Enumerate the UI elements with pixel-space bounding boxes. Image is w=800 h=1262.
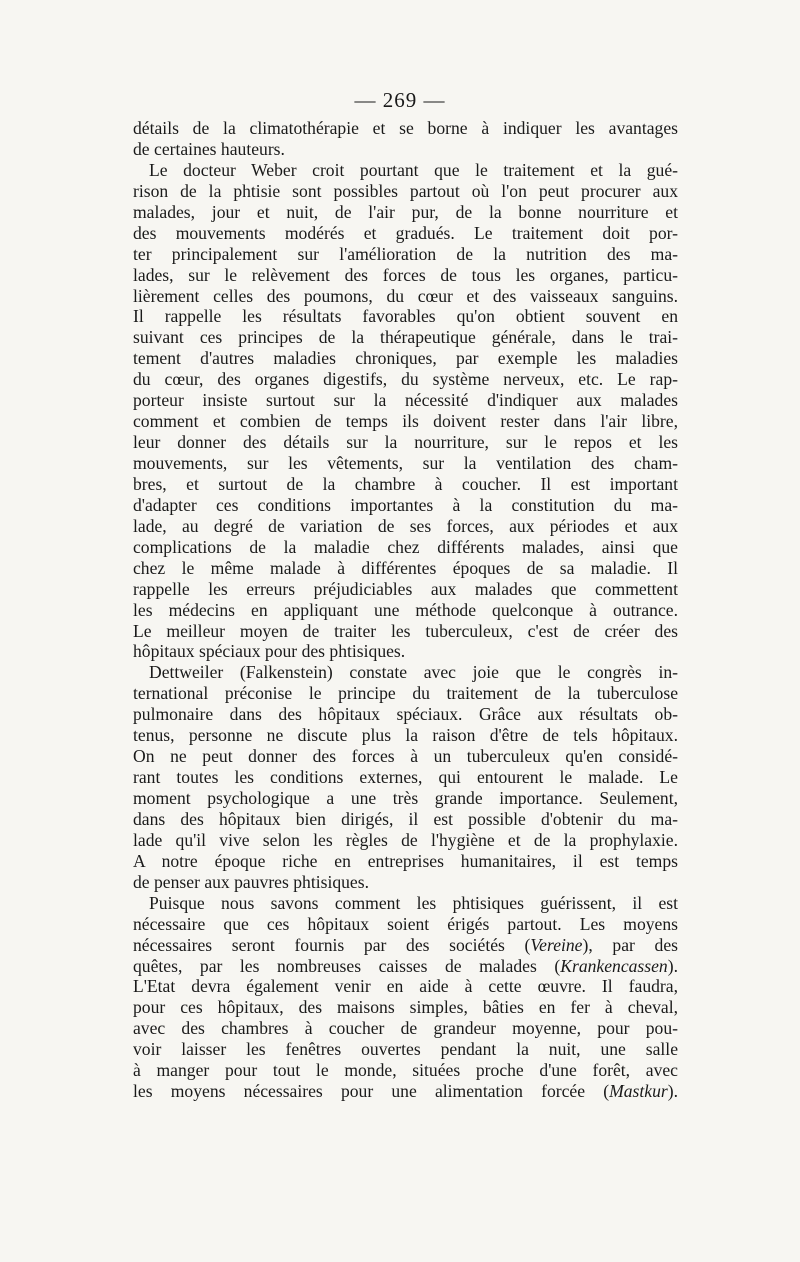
text-line: malades, jour et nuit, de l'air pur, de la bonne nourriture et [133,201,678,222]
text-line: lade qu'il vive selon les règles de l'hygiène et de la prophylaxie. [133,829,678,850]
italic-term: Krankencassen [560,955,668,976]
text-line: à manger pour tout le monde, situées proche d'une forêt, avec [133,1060,678,1081]
page-number: — 269 — [354,88,446,112]
text-line: Le meilleur moyen de traiter les tuberculeux, c'est de créer des [133,620,678,641]
text-line: On ne peut donner des forces à un tuberculeux qu'en considé- [133,746,678,767]
text-line: rison de la phtisie sont possibles partout où l'on peut procurer aux [133,180,678,201]
text-line: tenus, personne ne discute plus la raison d'être de tels hôpitaux. [133,725,678,746]
text-line: Il rappelle les résultats favorables qu'on obtient souvent en [133,306,678,327]
text-line: mouvements, sur les vêtements, sur la ventilation des cham- [133,453,678,473]
italic-term: Vereine [530,934,583,955]
text-line: voir laisser les fenêtres ouvertes pendant la nuit, une salle [133,1039,678,1060]
text-line: détails de la climatothérapie et se borne à indiquer les avantages [133,118,678,138]
text-line: quêtes, par les nombreuses caisses de malades (Krankencassen). [133,955,678,976]
text-line: hôpitaux spéciaux pour des phtisiques. [133,641,406,662]
text-line: avec des chambres à coucher de grandeur moyenne, pour pou- [133,1018,678,1039]
text-line: chez le même malade à différentes époques de sa maladie. Il [133,557,678,578]
text-line: nécessaires seront fournis par des sociétés (Vereine), par des [133,934,678,955]
text-line: rant toutes les conditions externes, qui entourent le malade. Le [133,767,678,788]
body-text [133,118,678,1102]
text-line: de penser aux pauvres phtisiques. [133,871,369,892]
italic-term: Mastkur [609,1081,668,1102]
text-line: lade, au degré de variation de ses forces, aux périodes et aux [133,515,678,536]
text-line: du cœur, des organes digestifs, du système nerveux, etc. Le rap- [133,369,678,390]
text-line: Puisque nous savons comment les phtisiques guérissent, il est [149,892,678,913]
text-line: rappelle les erreurs préjudiciables aux malades que commettent [133,578,678,599]
text-line: A notre époque riche en entreprises humanitaires, il est temps [133,850,678,871]
text-line: lièrement celles des poumons, du cœur et des vaisseaux sanguins. [133,285,678,306]
text-line: dans des hôpitaux bien dirigés, il est possible d'obtenir du ma- [133,808,678,829]
text-line: des mouvements modérés et gradués. Le traitement doit por- [133,222,678,243]
text-line: pour ces hôpitaux, des maisons simples, bâties en fer à cheval, [133,997,678,1018]
text-line: L'Etat devra également venir en aide à cette œuvre. Il faudra, [133,976,678,997]
text-line: ternational préconise le principe du traitement de la tuberculose [133,683,678,704]
text-line: pulmonaire dans des hôpitaux spéciaux. Grâce aux résultats ob- [133,704,678,725]
text-line: complications de la maladie chez différents malades, ainsi que [133,536,678,557]
text-line: nécessaire que ces hôpitaux soient érigés partout. Les moyens [133,913,678,934]
text-line: lades, sur le relèvement des forces de tous les organes, particu- [133,264,678,285]
text-line: Le docteur Weber croit pourtant que le traitement et la gué- [149,159,678,180]
text-line: les médecins en appliquant une méthode quelconque à outrance. [133,599,678,620]
text-line: les moyens nécessaires pour une alimentation forcée (Mastkur). [133,1081,678,1102]
text-line: Dettweiler (Falkenstein) constate avec joie que le congrès in- [149,662,678,683]
text-line: ter principalement sur l'amélioration de la nutrition des ma- [133,243,678,264]
text-line: moment psychologique a une très grande importance. Seulement, [133,788,678,808]
text-line: bres, et surtout de la chambre à coucher. Il est important [133,473,678,494]
text-line: de certaines hauteurs. [133,138,285,159]
text-line: suivant ces principes de la thérapeutique générale, dans le trai- [133,327,678,348]
text-line: porteur insiste surtout sur la nécessité d'indiquer aux malades [133,390,678,411]
text-line: tement d'autres maladies chroniques, par exemple les maladies [133,348,678,369]
text-line: leur donner des détails sur la nourriture, sur le repos et les [133,432,678,453]
text-line: d'adapter ces conditions importantes à la constitution du ma- [133,494,678,515]
text-line: comment et combien de temps ils doivent rester dans l'air libre, [133,411,678,432]
